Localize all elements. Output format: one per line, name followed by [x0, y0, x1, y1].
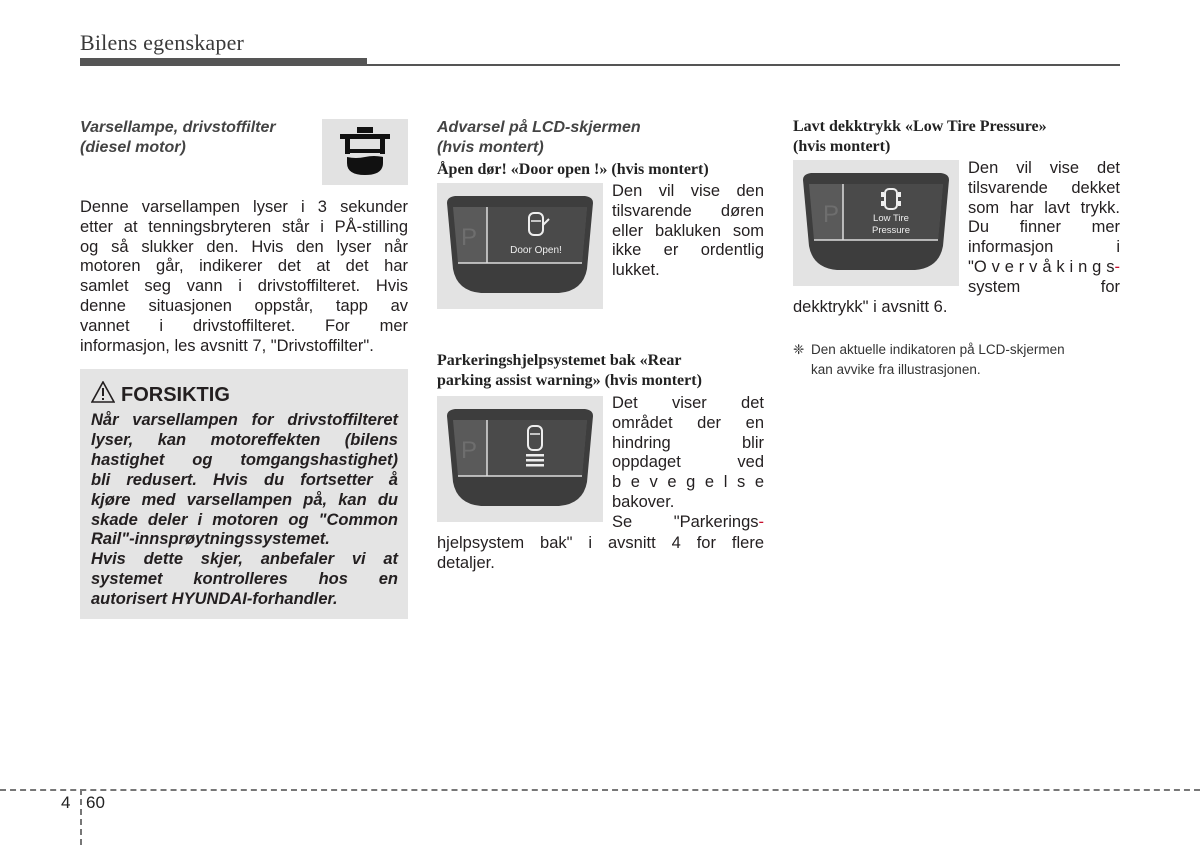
low-tire-pressure-reference: dekktrykk" i avsnitt 6. [793, 298, 948, 316]
gear-p-letter: P [822, 201, 840, 228]
page-header-title: Bilens egenskaper [80, 30, 245, 55]
warning-triangle-icon [91, 381, 115, 409]
gear-p-letter: P [460, 224, 478, 251]
low-tire-pressure-lcd-image [793, 160, 959, 286]
footer-divider [80, 789, 82, 845]
caution-box [80, 369, 408, 619]
door-open-lcd-label: Door Open! [510, 245, 562, 256]
chapter-number: 4 [61, 793, 71, 812]
note-symbol: ❈ [793, 342, 805, 357]
fuel-filter-heading: Varsellampe, drivstoffilter (diesel motor) [80, 119, 276, 156]
page-number: 60 [86, 793, 105, 812]
low-tire-pressure-description: Den vil vise det tilsvarende dekket som har lavt trykk. Du finner mer informasjon i "O v e r v å k i n g s- system for [968, 159, 1120, 296]
parking-assist-subheading: Parkeringshjelpsystemet bak «Rear parking assist warning» (hvis montert) [437, 352, 702, 389]
door-open-description: Den vil vise den tilsvarende døren eller bakluken som ikke er ordentlig lukket. [612, 182, 764, 280]
illustration-note: ❈ Den aktuelle indikatoren på LCD-skjermen kan avvike fra illustrasjonen. [793, 342, 1065, 377]
caution-title: FORSIKTIG [121, 383, 230, 406]
parking-assist-reference: hjelpsystem bak" i avsnitt 4 for flere detaljer. [437, 534, 764, 572]
door-open-lcd-image [437, 183, 603, 309]
parking-assist-lcd-image [437, 396, 603, 522]
gear-p-letter: P [460, 437, 478, 464]
door-open-subheading: Åpen dør! «Door open !» (hvis montert) [437, 161, 709, 178]
lcd-warning-heading: Advarsel på LCD-skjermen (hvis montert) [437, 119, 641, 156]
low-tire-lcd-label-1: Low Tire [873, 213, 909, 224]
parking-assist-description: Det viser det området der en hindring blir oppdaget ved b e v e g e l s e bakover. Se "Parkerings- [612, 394, 764, 531]
fuel-filter-description: Denne varsellampen lyser i 3 sekunder etter at tenningsbryteren står i PÅ-stilling og så slukker den. Hvis den lyser når motoren går, indikerer det at det har samlet seg vann i drivstoffilteret. Hvis denne situasjonen oppstår, tapp av vannet i drivstoffilteret. For mer informasjon, les avsnitt 7, "Drivstoffilter". [80, 198, 408, 355]
low-tire-lcd-label-2: Pressure [871, 225, 911, 236]
caution-text: Når varsellampen for drivstoffilteret lyser, kan motoreffekten (bilens hastighet og tomgangshastighet) bli redusert. Hvis du fortsetter å kjøre med varsellampen på, kan du skade deler i motoren og "Common Rail"-innsprøytningssystemet. Hvis dette skjer, anbefaler vi at systemet kontrolleres hos en autorisert HYUNDAI-forhandler. [91, 411, 398, 609]
fuel-filter-warning-icon [322, 119, 408, 185]
footer-rule [0, 789, 1200, 791]
low-tire-pressure-heading: Lavt dekktrykk «Low Tire Pressure» (hvis montert) [793, 118, 1047, 155]
header-rule [80, 64, 1120, 66]
